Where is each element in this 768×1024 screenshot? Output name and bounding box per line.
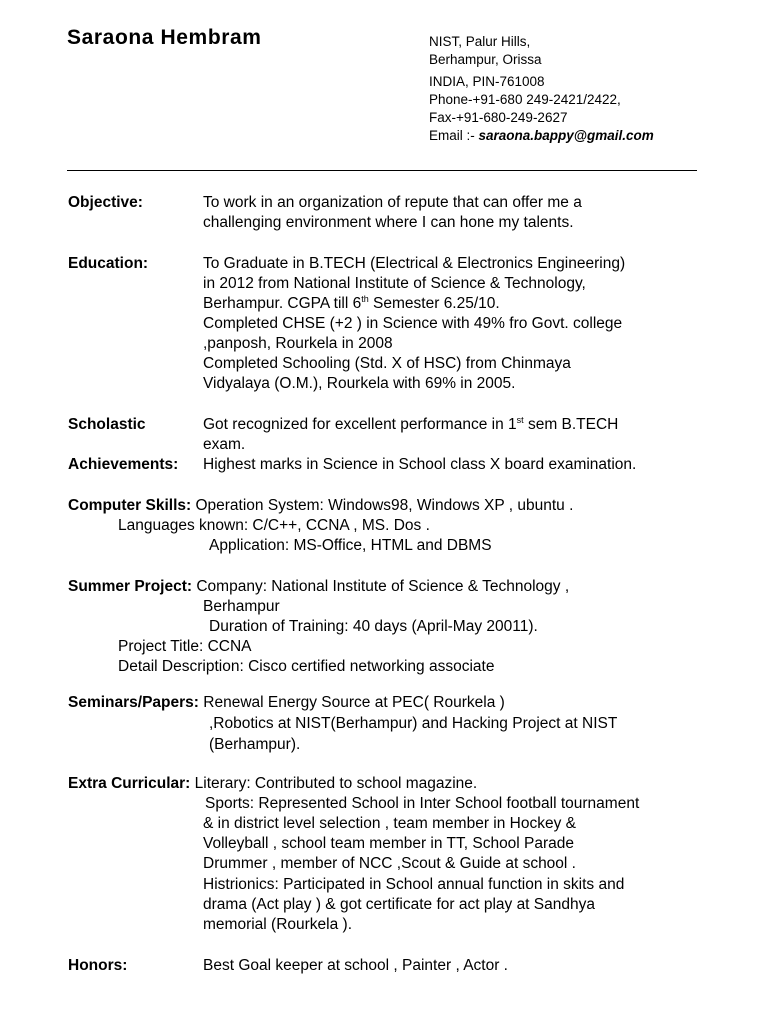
computer-skills-line-2: Languages known: C/C++, CCNA , MS. Dos . <box>118 517 430 534</box>
honors-label: Honors: <box>68 957 128 974</box>
education-line-3-text: Berhampur. CGPA till 6 <box>203 295 362 312</box>
extra-line-4: Volleyball , school team member in TT, School Parade <box>203 835 575 852</box>
summer-project-line-1 <box>68 577 569 597</box>
seminars-label: Seminars/Papers: <box>68 694 199 711</box>
scholastic-line-3: Highest marks in Science in School class X board examination. <box>203 456 637 473</box>
education-line-7: Vidyalaya (O.M.), Rourkela with 69% in 2005. <box>203 375 516 392</box>
computer-skills-line-1 <box>68 496 573 516</box>
education-line-1: To Graduate in B.TECH (Electrical & Electronics Engineering) <box>203 255 626 272</box>
objective-line-2: challenging environment where I can hone my talents. <box>203 214 574 231</box>
address-line-3: INDIA, PIN-761008 <box>429 74 545 89</box>
scholastic-label: Scholastic <box>68 416 146 433</box>
summer-project-label: Summer Project: <box>68 578 193 595</box>
computer-skills-os: Operation System: Windows98, Windows XP , ubuntu . <box>191 497 574 514</box>
summer-project-line-2: Berhampur <box>203 598 280 615</box>
extra-line-5: Drummer , member of NCC ,Scout & Guide at school . <box>203 855 576 872</box>
extra-line-8: memorial (Rourkela ). <box>203 916 353 933</box>
education-line-3 <box>203 294 500 314</box>
seminars-text: Renewal Energy Source at PEC( Rourkela ) <box>198 694 505 711</box>
email-line <box>429 127 654 145</box>
extra-line-7: drama (Act play ) & got certificate for act play at Sandhya <box>203 896 595 913</box>
education-line-3-superscript: th <box>361 294 369 304</box>
scholastic-line-1 <box>203 415 618 435</box>
scholastic-line-1-superscript: st <box>516 415 524 425</box>
seminars-line-2: ,Robotics at NIST(Berhampur) and Hacking Project at NIST <box>209 715 618 732</box>
objective-line-1: To work in an organization of repute that can offer me a <box>203 194 582 211</box>
achievements-label: Achievements: <box>68 456 179 473</box>
education-line-6: Completed Schooling (Std. X of HSC) from Chinmaya <box>203 355 571 372</box>
address-line-2: Berhampur, Orissa <box>429 52 542 67</box>
scholastic-line-1-tail: sem B.TECH <box>523 416 619 433</box>
email-label: Email :- <box>429 128 479 143</box>
education-line-3-tail: Semester 6.25/10. <box>368 295 500 312</box>
phone-line: Phone-+91-680 249-2421/2422, <box>429 92 621 107</box>
extra-line-2: Sports: Represented School in Inter School football tournament <box>205 795 640 812</box>
contact-block <box>429 33 654 145</box>
header-divider <box>67 170 697 171</box>
extra-line-3: & in district level selection , team member in Hockey & <box>203 815 576 832</box>
scholastic-line-2: exam. <box>203 436 246 453</box>
seminars-line-3: (Berhampur). <box>209 736 301 753</box>
extra-line-1 <box>68 774 477 794</box>
candidate-name: Saraona Hembram <box>67 26 262 49</box>
summer-project-line-4: Project Title: CCNA <box>118 638 252 655</box>
computer-skills-line-3: Application: MS-Office, HTML and DBMS <box>209 537 492 554</box>
education-line-2: in 2012 from National Institute of Science & Technology, <box>203 275 586 292</box>
summer-project-company: Company: National Institute of Science & Technology , <box>192 578 570 595</box>
summer-project-line-3: Duration of Training: 40 days (April-May 20011). <box>209 618 538 635</box>
education-line-5: ,panposh, Rourkela in 2008 <box>203 335 393 352</box>
summer-project-line-5: Detail Description: Cisco certified networking associate <box>118 658 495 675</box>
extra-line-6: Histrionics: Participated in School annual function in skits and <box>203 876 625 893</box>
honors-line-1: Best Goal keeper at school , Painter , Actor . <box>203 957 508 974</box>
email-address: saraona.bappy@gmail.com <box>478 128 654 143</box>
education-label: Education: <box>68 255 149 272</box>
scholastic-line-1-text: Got recognized for excellent performance in 1 <box>203 416 517 433</box>
extra-literary: Literary: Contributed to school magazine. <box>190 775 478 792</box>
extra-curricular-label: Extra Curricular: <box>68 775 191 792</box>
fax-line: Fax-+91-680-249-2627 <box>429 110 568 125</box>
objective-label: Objective: <box>68 194 143 211</box>
education-line-4: Completed CHSE (+2 ) in Science with 49% fro Govt. college <box>203 315 623 332</box>
computer-skills-label: Computer Skills: <box>68 497 192 514</box>
seminars-line-1 <box>68 693 505 713</box>
address-line-1: NIST, Palur Hills, <box>429 34 531 49</box>
